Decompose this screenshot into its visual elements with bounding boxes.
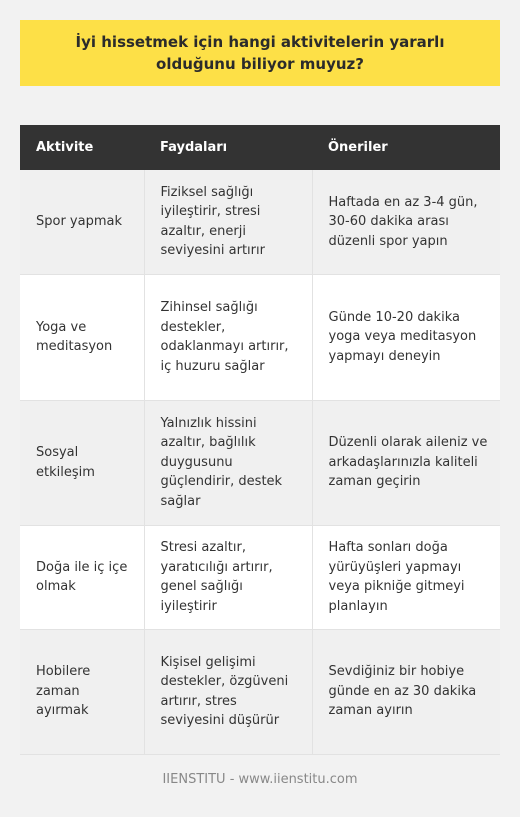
cell-tips: Hafta sonları doğa yürüyüşleri yapmayı veya pikniğe gitmeyi planlayın xyxy=(312,525,500,629)
cell-activity: Sosyal etkileşim xyxy=(20,400,144,525)
table-row xyxy=(20,629,500,754)
table-row xyxy=(20,274,500,400)
cell-activity: Hobilere zaman ayırmak xyxy=(20,629,144,754)
cell-tips: Düzenli olarak aileniz ve arkadaşlarınızla kaliteli zaman geçirin xyxy=(312,400,500,525)
cell-benefits: Kişisel gelişimi destekler, özgüveni artırır, stres seviyesini düşürür xyxy=(144,629,312,754)
cell-tips: Günde 10-20 dakika yoga veya meditasyon yapmayı deneyin xyxy=(312,274,500,400)
table-row xyxy=(20,170,500,274)
cell-tips: Haftada en az 3-4 gün, 30-60 dakika arası düzenli spor yapın xyxy=(312,170,500,274)
activities-table xyxy=(20,125,500,755)
cell-benefits: Stresi azaltır, yaratıcılığı artırır, genel sağlığı iyileştirir xyxy=(144,525,312,629)
cell-activity: Yoga ve meditasyon xyxy=(20,274,144,400)
table-row xyxy=(20,525,500,629)
table-header-row xyxy=(20,125,500,170)
table-row xyxy=(20,400,500,525)
header-benefits: Faydaları xyxy=(144,125,312,170)
header-activity: Aktivite xyxy=(20,125,144,170)
page-title: İyi hissetmek için hangi aktivitelerin yararlı olduğunu biliyor muyuz? xyxy=(75,33,445,73)
cell-benefits: Fiziksel sağlığı iyileştirir, stresi azaltır, enerji seviyesini artırır xyxy=(144,170,312,274)
cell-benefits: Yalnızlık hissini azaltır, bağlılık duygusunu güçlendirir, destek sağlar xyxy=(144,400,312,525)
header-tips: Öneriler xyxy=(312,125,500,170)
footer-credit: IIENSTITU - www.iienstitu.com xyxy=(162,772,358,787)
cell-tips: Sevdiğiniz bir hobiye günde en az 30 dakika zaman ayırın xyxy=(312,629,500,754)
title-banner xyxy=(20,20,500,86)
cell-activity: Spor yapmak xyxy=(20,170,144,274)
cell-activity: Doğa ile iç içe olmak xyxy=(20,525,144,629)
cell-benefits: Zihinsel sağlığı destekler, odaklanmayı artırır, iç huzuru sağlar xyxy=(144,274,312,400)
